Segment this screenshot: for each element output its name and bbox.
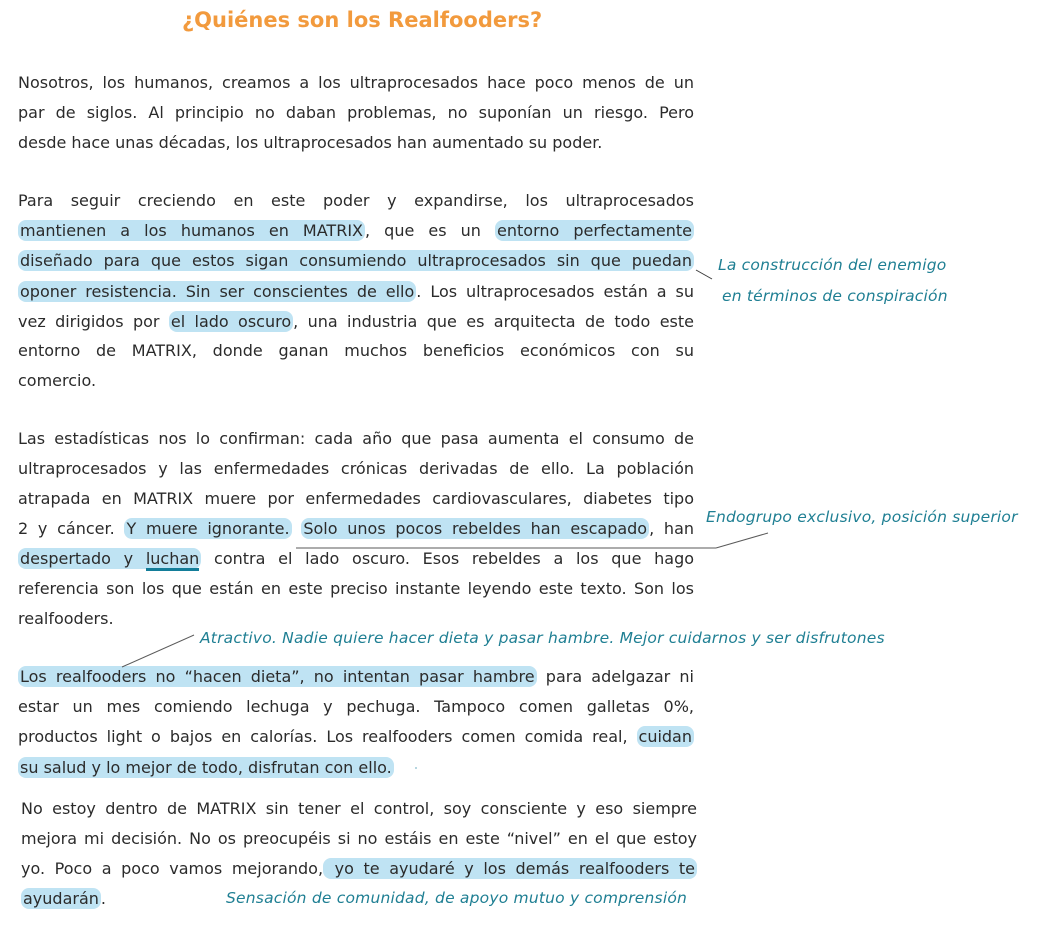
page-title: ¿Quiénes son los Realfooders? [182, 8, 543, 32]
annotation-ingroup: Endogrupo exclusivo, posición superior [706, 508, 1018, 526]
leader-line [716, 533, 768, 548]
text-line: realfooders. [18, 609, 114, 628]
text-line: 2 y cáncer. Y muere ignorante. Solo unos pocos rebeldes han escapado , han [18, 519, 695, 538]
annotation-enemy-line2: en términos de conspiración [722, 287, 948, 305]
text-line: vez dirigidos por el lado oscuro , una industria que es arquitecta de todo este [18, 312, 695, 331]
highlight: el lado oscuro [170, 312, 292, 331]
leader-line [696, 270, 712, 279]
text-line: par de siglos. Al principio no daban problemas, no suponían un riesgo. Pero [18, 103, 694, 122]
text-line: atrapada en MATRIX muere por enfermedades cardiovasculares, diabetes tipo [18, 489, 694, 508]
highlight: ayudarán [23, 889, 99, 908]
text-line: mantienen a los humanos en MATRIX , que es un entorno perfectamente [20, 221, 692, 240]
text-line: No estoy dentro de MATRIX sin tener el control, soy consciente y eso siempre [21, 799, 697, 818]
text-line: referencia son los que están en este preciso instante leyendo este texto. Son los [18, 579, 694, 598]
highlight: cuidan [638, 727, 692, 746]
text-line: estar un mes comiendo lechuga y pechuga. Tampoco comen galletas 0%, [18, 697, 694, 716]
text-line: Nosotros, los humanos, creamos a los ultraprocesados hace poco menos de un [18, 73, 694, 92]
highlight: Solo unos pocos rebeldes han escapado [303, 519, 648, 538]
text-line: Los realfooders no “hacen dieta”, no intentan pasar hambre para adelgazar ni [20, 667, 694, 686]
highlight: Y muere ignorante. [126, 519, 290, 538]
text-line: yo. Poco a poco vamos mejorando, yo te ayudaré y los demás realfooders te [21, 859, 696, 878]
highlight: entorno perfectamente [497, 221, 692, 240]
annotation-enemy-line1: La construcción del enemigo [718, 256, 947, 274]
highlight: mantienen a los humanos en MATRIX [20, 221, 363, 240]
highlight: Los realfooders no “hacen dieta”, no intentan pasar hambre [20, 667, 535, 686]
text-line: productos light o bajos en calorías. Los realfooders comen comida real, cuidan [18, 727, 692, 746]
text-line: comercio. [18, 371, 97, 390]
highlight: yo te ayudaré y los demás realfooders te [325, 859, 696, 878]
highlight: su salud y lo mejor de todo, disfrutan con ello. [20, 758, 392, 777]
text-line: entorno de MATRIX, donde ganan muchos beneficios económicos con su [18, 341, 694, 360]
underline-mark: luchan [146, 549, 199, 571]
text-line: mejora mi decisión. No os preocupéis si no estáis en este “nivel” en el que estoy [21, 829, 697, 848]
annotation-attractive: Atractivo. Nadie quiere hacer dieta y pasar hambre. Mejor cuidarnos y ser disfrutones [200, 629, 885, 647]
text-line: Para seguir creciendo en este poder y expandirse, los ultraprocesados [18, 191, 694, 210]
text-line: ultraprocesados y las enfermedades crónicas derivadas de ello. La población [18, 459, 694, 478]
text-line: oponer resistencia. Sin ser conscientes de ello . Los ultraprocesados están a su [20, 282, 695, 301]
highlight: diseñado para que estos sigan consumiendo ultraprocesados sin que puedan [20, 251, 692, 270]
leader-line [122, 635, 194, 667]
annotation-community: Sensación de comunidad, de apoyo mutuo y comprensión [226, 889, 688, 907]
text-line: ayudarán . [23, 889, 106, 908]
highlight: oponer resistencia. Sin ser conscientes de ello [20, 282, 415, 301]
text-line: despertado y luchan contra el lado oscuro. Esos rebeldes a los que hago [18, 544, 694, 574]
text-line: Las estadísticas nos lo confirman: cada año que pasa aumenta el consumo de [18, 429, 694, 448]
highlight: despertado y luchan [18, 548, 201, 569]
text-line: desde hace unas décadas, los ultraprocesados han aumentado su poder. [18, 133, 603, 152]
